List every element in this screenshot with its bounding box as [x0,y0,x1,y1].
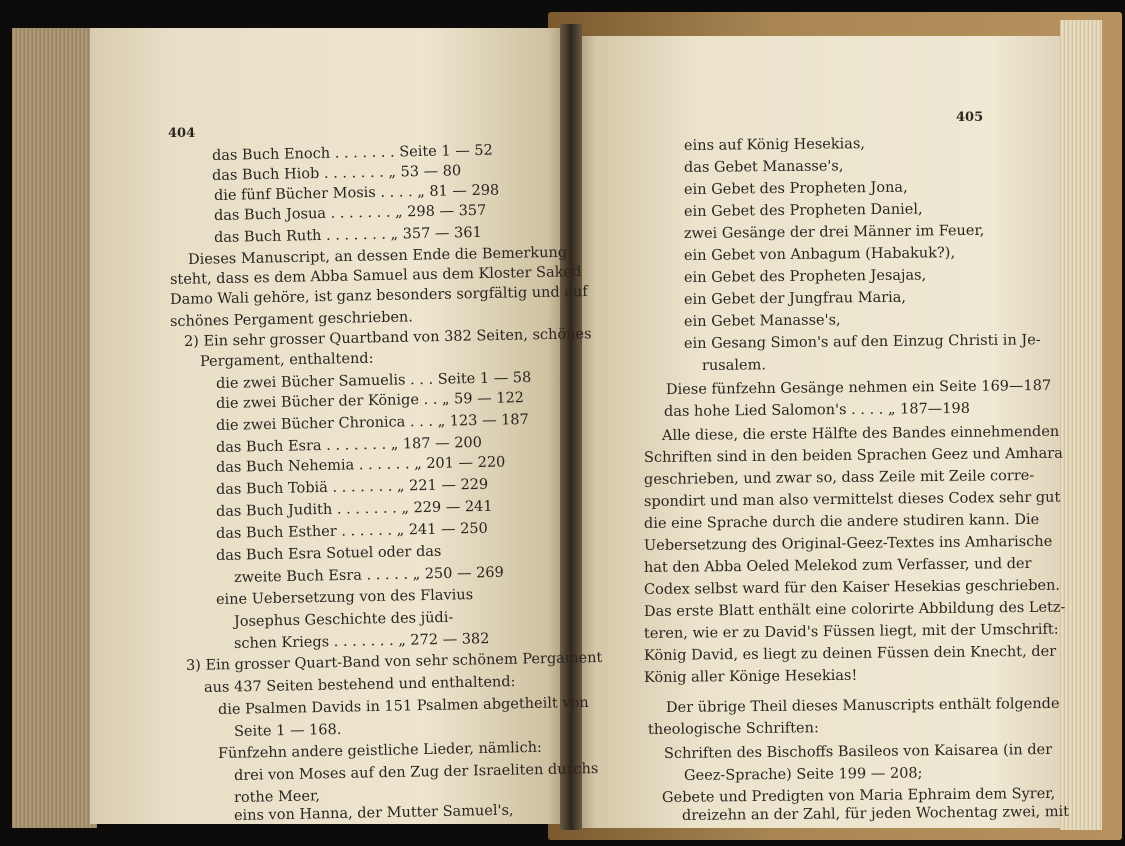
left-line: die fünf Bücher Mosis . . . . „ 81 — 298 [213,182,500,204]
left-line: das Buch Ruth . . . . . . . „ 357 — 361 [213,224,482,246]
left-line: schönes Pergament geschrieben. [169,309,414,330]
right-line: ein Gebet des Propheten Jona, [683,179,908,198]
left-line: die zwei Bücher Chronica . . . „ 123 — 187 [215,411,529,434]
right-line: Gebete und Predigten von Maria Ephraim dem Syrer, [661,785,1056,806]
left-line: Josephus Geschichte des jüdi- [233,609,454,630]
left-line: Seite 1 — 168. [233,721,342,740]
right-line: ein Gebet von Anbagum (Habakuk?), [683,245,956,264]
right-line: die eine Sprache durch die andere studiren kann. Die [643,511,1040,532]
right-line: Alle diese, die erste Hälfte des Bandes einnehmenden [661,423,1060,444]
left-line: rothe Meer, [233,788,321,806]
right-line: rusalem. [701,357,767,374]
left-line: 3) Ein grosser Quart-Band von sehr schönem Pergament [185,650,603,674]
right-line: hat den Abba Oeled Melekod zum Verfasser, und der [643,555,1032,576]
left-line: das Buch Nehemia . . . . . . „ 201 — 220 [215,454,506,476]
right-line: Geez-Sprache) Seite 199 — 208; [683,765,923,784]
right-line: ein Gebet Manasse's, [683,312,841,330]
left-line: drei von Moses auf den Zug der Israeliten durchs [233,761,599,784]
left-line: Dieses Manuscript, an dessen Ende die Bemerkung [187,244,568,268]
right-line: Schriften des Bischoffs Basileos von Kaisarea (in der [663,741,1053,762]
right-line: ein Gebet des Propheten Daniel, [683,201,923,220]
left-line: zweite Buch Esra . . . . . „ 250 — 269 [233,564,504,586]
left-line: das Buch Josua . . . . . . . „ 298 — 357 [213,202,487,224]
right-line: geschrieben, und zwar so, dass Zeile mit Zeile corre- [643,467,1035,488]
left-line: Fünfzehn andere geistliche Lieder, nämlich: [217,739,543,762]
right-line: theologische Schriften: [647,720,819,738]
right-line: König aller Könige Hesekias! [643,667,858,686]
right-line: das Gebet Manasse's, [683,158,844,176]
right-line: König David, es liegt zu deinen Füssen dein Knecht, der [643,643,1057,664]
left-page-number: 404 [168,126,196,141]
right-line: Uebersetzung des Original-Geez-Textes ins Amharische [643,533,1053,554]
right-line: ein Gesang Simon's auf den Einzug Christi in Je- [683,332,1041,352]
right-line: teren, wie er zu David's Füssen liegt, mit der Umschrift: [643,621,1059,642]
right-line: eins auf König Hesekias, [683,136,866,154]
left-line: das Buch Hiob . . . . . . . „ 53 — 80 [211,163,462,184]
left-line: das Buch Enoch . . . . . . . Seite 1 — 52 [211,142,493,164]
right-line: zwei Gesänge der drei Männer im Feuer, [683,222,985,242]
right-line: ein Gebet des Propheten Jesajas, [683,267,927,286]
left-line: eine Uebersetzung von des Flavius [215,587,474,608]
left-line: Pergament, enthaltend: [199,350,374,370]
left-line: das Buch Esra . . . . . . . „ 187 — 200 [215,434,483,456]
right-line: Das erste Blatt enthält eine colorirte Abbildung des Letz- [643,599,1066,620]
right-line: ein Gebet der Jungfrau Maria, [683,289,907,308]
left-line: das Buch Esra Sotuel oder das [215,543,442,564]
left-line: aus 437 Seiten bestehend und enthaltend: [203,674,516,696]
left-line: Damo Wali gehöre, ist ganz besonders sorgfältig und auf [169,283,588,308]
left-line: eins von Hanna, der Mutter Samuel's, [233,802,514,824]
left-line: die zwei Bücher der Könige . . „ 59 — 122 [215,390,525,412]
left-line: steht, dass es dem Abba Samuel aus dem Kloster Saked [169,264,582,288]
left-line: 2) Ein sehr grosser Quartband von 382 Seiten, schönes [183,326,592,350]
left-line: die Psalmen Davids in 151 Psalmen abgetheilt von [217,694,589,718]
left-line: die zwei Bücher Samuelis . . . Seite 1 — 58 [215,369,532,392]
right-line: Codex selbst ward für den Kaiser Hesekias geschrieben. [643,577,1061,598]
right-line: das hohe Lied Salomon's . . . . „ 187—198 [663,400,971,420]
right-line: dreizehn an der Zahl, für jeden Wochentag zwei, mit [681,803,1070,824]
left-line: das Buch Esther . . . . . . „ 241 — 250 [215,520,488,542]
right-page-number: 405 [956,110,984,125]
right-line: spondirt und man also vermittelst dieses Codex sehr gut [643,489,1061,510]
left-page-edges [12,28,97,828]
right-line: Diese fünfzehn Gesänge nehmen ein Seite 169—187 [665,377,1052,398]
left-line: das Buch Judith . . . . . . . „ 229 — 241 [215,498,493,520]
right-page-edges [1060,20,1102,830]
right-line: Der übrige Theil dieses Manuscripts enthält folgende [665,695,1060,716]
left-line: schen Kriegs . . . . . . . „ 272 — 382 [233,631,490,652]
right-line: Schriften sind in den beiden Sprachen Geez und Amhara [643,445,1063,466]
left-line: das Buch Tobiä . . . . . . . „ 221 — 229 [215,476,489,498]
